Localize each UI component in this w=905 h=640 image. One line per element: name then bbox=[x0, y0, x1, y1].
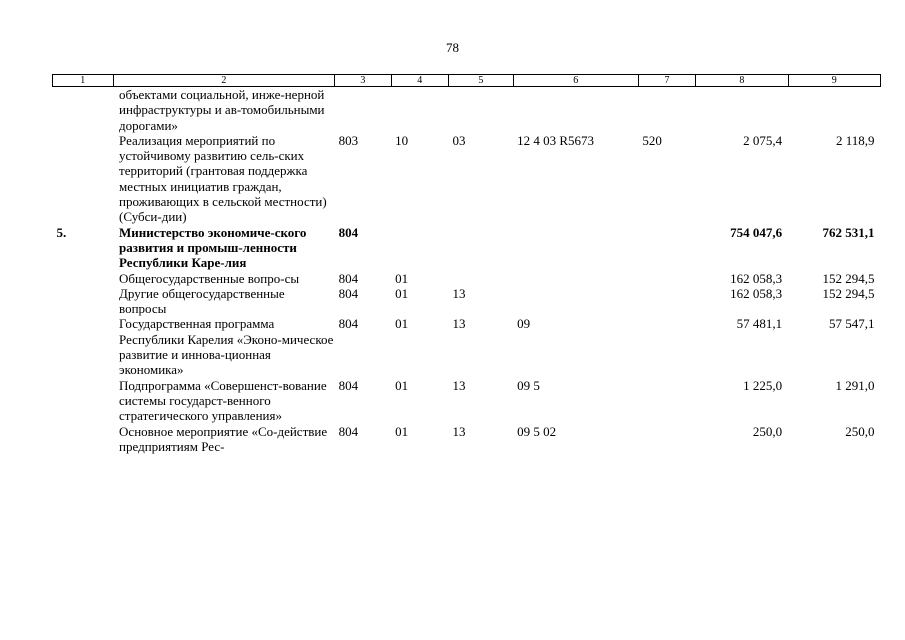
table-row bbox=[53, 424, 881, 455]
amount-year2-cell bbox=[788, 87, 880, 133]
section-code-cell: 01 bbox=[395, 270, 409, 286]
row-number-cell bbox=[53, 271, 114, 286]
target-article-cell bbox=[513, 286, 638, 317]
amount-year2-cell: 2 118,9 bbox=[835, 132, 875, 148]
amount-year1-cell: 162 058,3 bbox=[730, 270, 783, 286]
target-article-cell: 12 4 03 R5673 bbox=[517, 132, 595, 148]
row-number-cell bbox=[53, 133, 114, 225]
section-code-cell: 01 bbox=[395, 285, 409, 301]
section-code-cell: 01 bbox=[395, 423, 409, 439]
column-header-9: 9 bbox=[788, 75, 880, 87]
row-name-cell: объектами социальной, инже-нерной инфраструктуры и ав-томобильными дорогами» bbox=[119, 87, 325, 133]
table-row bbox=[53, 87, 881, 133]
column-header-2: 2 bbox=[113, 75, 335, 87]
expense-type-cell bbox=[638, 87, 695, 133]
expense-type-cell bbox=[638, 286, 695, 317]
table-row bbox=[53, 286, 881, 317]
table-row bbox=[53, 316, 881, 377]
subsection-code-cell: 13 bbox=[452, 423, 466, 439]
expense-type-cell bbox=[638, 225, 695, 271]
section-code-cell: 01 bbox=[395, 377, 409, 393]
row-number-cell bbox=[53, 378, 114, 424]
amount-year1-cell: 57 481,1 bbox=[736, 316, 783, 332]
amount-year2-cell: 152 294,5 bbox=[822, 285, 875, 301]
row-name-cell: Другие общегосударственные вопросы bbox=[119, 285, 285, 317]
table-row bbox=[53, 378, 881, 424]
expense-type-cell bbox=[638, 424, 695, 455]
row-number-cell bbox=[53, 286, 114, 317]
column-header-1: 1 bbox=[53, 75, 114, 87]
column-header-8: 8 bbox=[696, 75, 788, 87]
target-article-cell bbox=[513, 271, 638, 286]
amount-year2-cell: 57 547,1 bbox=[829, 316, 875, 332]
expense-type-cell bbox=[638, 271, 695, 286]
amount-year1-cell: 250,0 bbox=[752, 423, 783, 439]
row-number-cell: 5. bbox=[56, 224, 67, 240]
table-row bbox=[53, 133, 881, 225]
expense-type-cell: 520 bbox=[642, 132, 662, 148]
section-code-cell: 01 bbox=[395, 316, 409, 332]
row-name-cell: Министерство экономиче-ского развития и промыш-ленности Республики Каре-лия bbox=[119, 224, 307, 271]
ved-code-cell: 804 bbox=[338, 224, 359, 240]
amount-year1-cell: 162 058,3 bbox=[730, 285, 783, 301]
ved-code-cell: 804 bbox=[338, 285, 359, 301]
row-name-cell: Реализация мероприятий по устойчивому развитию сель-ских территорий (грантовая поддержка местных инициатив граждан, проживающих в сельской местности) (Субси-дии) bbox=[119, 132, 327, 225]
target-article-cell: 09 bbox=[517, 316, 531, 332]
table-row bbox=[53, 271, 881, 286]
section-code-cell: 10 bbox=[395, 132, 409, 148]
subsection-code-cell: 13 bbox=[452, 316, 466, 332]
ved-code-cell: 804 bbox=[338, 270, 359, 286]
column-header-3: 3 bbox=[335, 75, 391, 87]
amount-year2-cell: 152 294,5 bbox=[822, 270, 875, 286]
target-article-cell bbox=[513, 87, 638, 133]
column-number-header-row bbox=[53, 75, 881, 87]
amount-year2-cell: 762 531,1 bbox=[822, 224, 875, 240]
amount-year2-cell: 250,0 bbox=[845, 423, 875, 439]
subsection-code-cell bbox=[449, 87, 514, 133]
subsection-code-cell: 13 bbox=[452, 377, 466, 393]
subsection-code-cell bbox=[449, 225, 514, 271]
ved-code-cell bbox=[335, 87, 391, 133]
amount-year2-cell: 1 291,0 bbox=[835, 377, 875, 393]
row-number-cell bbox=[53, 424, 114, 455]
row-number-cell bbox=[53, 87, 114, 133]
table-row bbox=[53, 225, 881, 271]
column-header-5: 5 bbox=[449, 75, 514, 87]
ved-code-cell: 804 bbox=[338, 423, 359, 439]
target-article-cell bbox=[513, 225, 638, 271]
column-header-6: 6 bbox=[513, 75, 638, 87]
section-code-cell bbox=[391, 225, 448, 271]
row-name-cell: Подпрограмма «Совершенст-вование системы государст-венного стратегического управления» bbox=[119, 377, 327, 424]
column-header-4: 4 bbox=[391, 75, 448, 87]
page-number: 78 bbox=[446, 40, 459, 55]
subsection-code-cell bbox=[449, 271, 514, 286]
row-name-cell: Общегосударственные вопро-сы bbox=[119, 270, 300, 286]
section-code-cell bbox=[391, 87, 448, 133]
target-article-cell: 09 5 02 bbox=[517, 423, 557, 439]
target-article-cell: 09 5 bbox=[517, 377, 540, 393]
ved-code-cell: 803 bbox=[338, 132, 359, 148]
amount-year1-cell: 1 225,0 bbox=[743, 377, 783, 393]
amount-year1-cell: 754 047,6 bbox=[730, 224, 783, 240]
row-name-cell: Основное мероприятие «Со-действие предприятиям Рес- bbox=[119, 423, 328, 454]
amount-year1-cell: 2 075,4 bbox=[743, 132, 783, 148]
ved-code-cell: 804 bbox=[338, 377, 359, 393]
table-body bbox=[53, 87, 881, 455]
subsection-code-cell: 03 bbox=[452, 132, 466, 148]
amount-year1-cell bbox=[696, 87, 788, 133]
expense-type-cell bbox=[638, 378, 695, 424]
expense-type-cell bbox=[638, 316, 695, 377]
subsection-code-cell: 13 bbox=[452, 285, 466, 301]
row-name-cell: Государственная программа Республики Карелия «Эконо-мическое развитие и иннова-ционная экономика» bbox=[119, 316, 334, 378]
column-header-7: 7 bbox=[638, 75, 695, 87]
budget-table bbox=[52, 74, 881, 454]
row-number-cell bbox=[53, 316, 114, 377]
ved-code-cell: 804 bbox=[338, 316, 359, 332]
